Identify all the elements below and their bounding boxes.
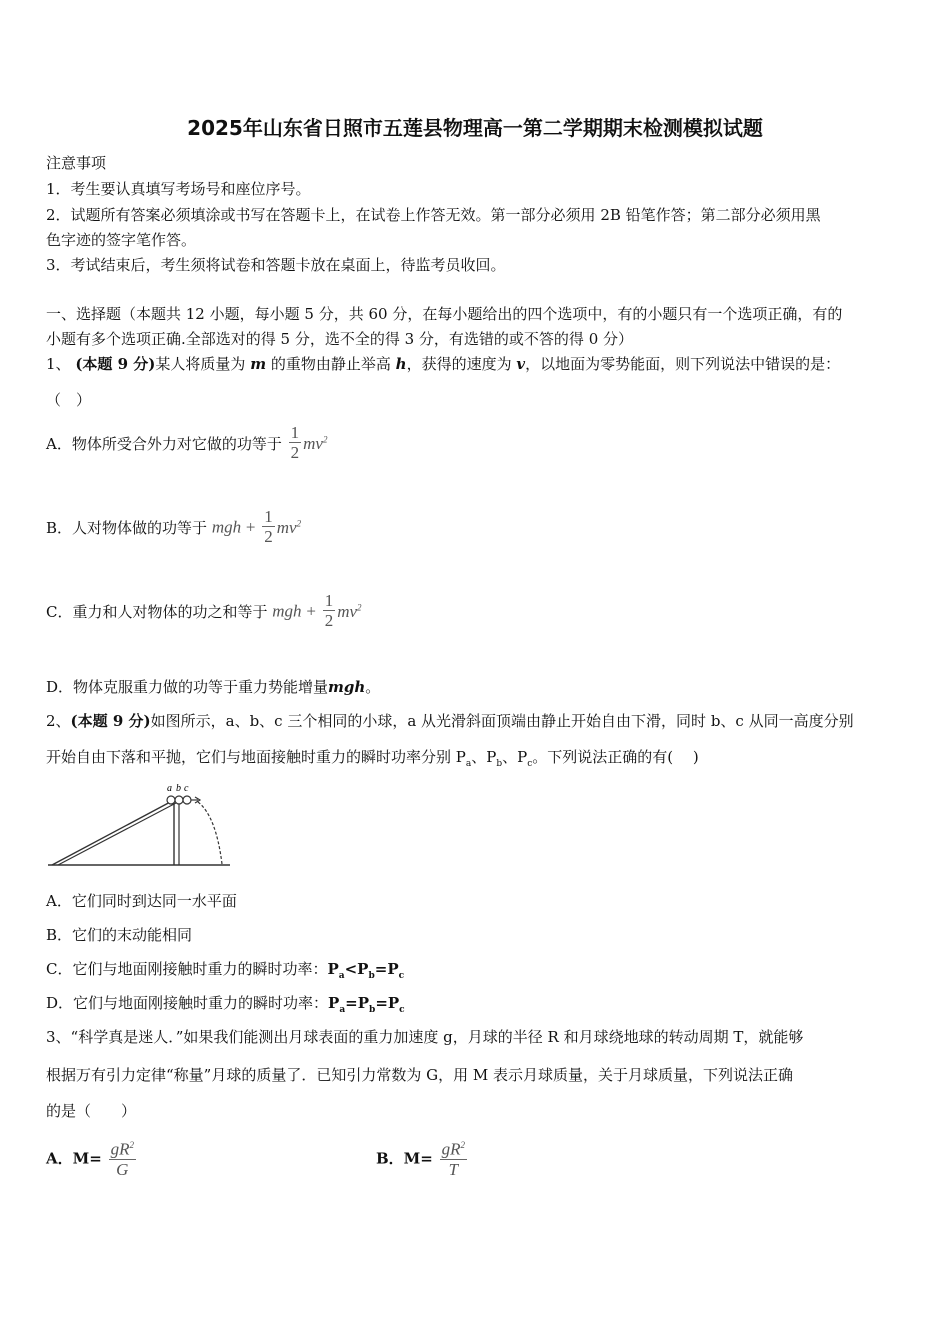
q1-option-d-var: mgh <box>328 678 366 696</box>
square-exponent: 2 <box>129 1140 134 1150</box>
q1-paren: （ ） <box>46 391 92 409</box>
incline-base <box>58 803 176 865</box>
notice-item-3: 3．考试结束后，考生须将试卷和答题卡放在桌面上，待监考员收回。 <box>46 256 506 274</box>
q2-option-d-expr <box>328 994 405 1015</box>
q1-option-b-plus: + <box>245 517 256 537</box>
q2-option-c-expr <box>327 960 405 981</box>
square-exponent: 2 <box>322 433 328 444</box>
fraction-numerator: 1 <box>264 507 273 526</box>
square-exponent: 2 <box>296 517 302 528</box>
square-exponent: 2 <box>357 601 362 612</box>
fraction-numerator: 1 <box>324 591 334 610</box>
expr-sub: b <box>368 971 375 981</box>
q2-stem2-end: 。下列说法正确的有( ) <box>532 748 699 766</box>
q1-option-c <box>46 592 362 631</box>
q1-var-m: m <box>250 355 267 373</box>
expr-sub: b <box>369 1005 376 1015</box>
q1-option-a-mv <box>303 434 327 453</box>
q1-tag: (本题 9 分) <box>75 355 156 373</box>
q2-option-b: B．它们的末动能相同 <box>46 926 193 944</box>
q1-stem-d: ，以地面为零势能面，则下列说法中错误的是： <box>525 355 841 373</box>
q1-option-c-fraction <box>323 592 336 631</box>
q2-sep2: 、P <box>502 748 528 766</box>
q3-stem1: “科学真是迷人．”如果我们能测出月球表面的重力加速度 g，月球的半径 R 和月球绕地球的转动周期 T，就能够 <box>70 1028 804 1046</box>
expr-part: P <box>328 994 340 1012</box>
q1-option-b-mgh: mgh <box>211 517 242 537</box>
q2-stem-line1 <box>46 710 854 731</box>
notice-item-2-cont: 色字迹的签字笔作答。 <box>46 231 197 249</box>
section-instructions-line1: 一、选择题（本题共 12 小题，每小题 5 分，共 60 分，在每小题给出的四个选项中，有的小题只有一个选项正确，有的 <box>46 305 843 323</box>
expr-part: =P <box>345 994 370 1012</box>
q1-stem-c: ，获得的速度为 <box>406 355 512 373</box>
q1-option-c-plus: + <box>306 601 316 621</box>
section-instructions-line2: 小题有多个选项正确.全部选对的得 5 分，选不全的得 3 分，有选错的或不答的得 0 分） <box>46 330 634 348</box>
fraction-numerator <box>109 1136 136 1160</box>
q1-option-a-text: A．物体所受合外力对它做的功等于 <box>46 435 282 453</box>
q1-var-v: v <box>516 355 526 373</box>
q3-option-b-fraction <box>440 1136 467 1180</box>
notice-item-1: 1．考生要认真填写考场号和座位序号。 <box>46 180 311 198</box>
q3-number: 3、 <box>46 1028 71 1046</box>
q1-option-d <box>46 676 380 697</box>
expr-sub: a <box>339 1005 346 1015</box>
q3-option-a-fraction <box>109 1136 136 1180</box>
q2-figure-incline <box>46 776 236 871</box>
fraction-numerator <box>440 1136 467 1160</box>
q1-stem <box>46 353 840 374</box>
ball-c <box>183 796 191 804</box>
mv-term: mv <box>276 517 297 537</box>
q3-stem-line1 <box>46 1026 803 1047</box>
expr-sub: c <box>399 1005 405 1015</box>
q1-stem-a: 某人将质量为 <box>155 355 246 373</box>
q2-sub-c: c <box>527 759 533 769</box>
q2-option-c <box>46 958 404 981</box>
notice-item-2: 2．试题所有答案必须填涂或书写在答题卡上，在试卷上作答无效。第一部分必须用 2B 铅笔作答；第二部分必须用黑 <box>46 206 821 224</box>
q2-sep1: 、P <box>471 748 497 766</box>
q2-sub-b: b <box>496 759 503 769</box>
expr-sub: c <box>398 971 405 981</box>
q2-option-d <box>46 992 405 1015</box>
ball-a <box>167 796 175 804</box>
expr-part: =P <box>375 994 400 1012</box>
fraction-denominator: 2 <box>290 443 300 462</box>
q2-sub-a: a <box>465 759 472 769</box>
expr-part: =P <box>374 960 399 978</box>
q2-option-d-text: D．它们与地面刚接触时重力的瞬时功率： <box>46 994 329 1012</box>
q1-option-b-mv <box>277 518 301 537</box>
fraction-numerator: 1 <box>290 423 300 442</box>
projectile-path <box>198 802 222 864</box>
q1-option-c-mv <box>337 602 361 621</box>
q1-option-b-text: B．人对物体做的功等于 <box>46 519 208 537</box>
expr-part: P <box>327 960 339 978</box>
q2-stem1: 如图所示，a、b、c 三个相同的小球，a 从光滑斜面顶端由静止开始自由下滑，同时 b、c 从同一高度分别 <box>150 712 854 730</box>
q3-stem-line3: 的是（ ） <box>46 1102 137 1120</box>
label-c: c <box>184 783 189 794</box>
q3-option-b-label: B．M= <box>376 1149 433 1168</box>
q1-option-a-fraction <box>289 424 302 463</box>
q1-option-b-fraction <box>262 508 275 547</box>
page-title: 2025年山东省日照市五莲县物理高一第二学期期末检测模拟试题 <box>187 116 763 140</box>
mv-term: mv <box>303 433 323 453</box>
q3-option-b <box>376 1136 469 1180</box>
fraction-denominator: 2 <box>264 527 273 546</box>
q1-number: 1、 <box>46 355 71 373</box>
q2-stem2-start: 开始自由下落和平抛，它们与地面接触时重力的瞬时功率分别 P <box>46 748 466 766</box>
q3-stem-line2: 根据万有引力定律“称量”月球的质量了．已知引力常数为 G，用 M 表示月球质量，关于月球质量，下列说法正确 <box>46 1066 793 1084</box>
q2-tag: (本题 9 分) <box>70 712 151 730</box>
label-b: b <box>176 783 181 794</box>
q1-var-h: h <box>395 355 407 373</box>
mv-term: mv <box>337 601 358 621</box>
q1-option-b <box>46 508 301 547</box>
q1-option-c-mgh: mgh <box>272 601 302 621</box>
notice-heading: 注意事项 <box>46 154 107 172</box>
fraction-denominator: G <box>116 1159 129 1179</box>
q1-option-c-text: C．重力和人对物体的功之和等于 <box>46 603 268 621</box>
q3-option-a-label: A．M= <box>46 1149 102 1168</box>
expr-part: <P <box>344 960 369 978</box>
q2-option-a: A．它们同时到达同一水平面 <box>46 892 237 910</box>
q2-stem-line2 <box>46 746 699 769</box>
square-exponent: 2 <box>460 1140 466 1150</box>
q3-option-a <box>46 1136 138 1180</box>
numerator-text: gR <box>110 1139 130 1159</box>
expr-sub: a <box>338 971 345 981</box>
q1-option-d-end: 。 <box>365 678 381 696</box>
q1-option-a <box>46 424 327 463</box>
fraction-denominator: T <box>448 1159 459 1179</box>
ball-b <box>175 796 183 804</box>
q1-option-d-text: D．物体克服重力做的功等于重力势能增量 <box>46 678 329 696</box>
incline-surface <box>52 800 174 865</box>
fraction-denominator: 2 <box>324 611 334 630</box>
numerator-text: gR <box>441 1139 461 1159</box>
q1-stem-b: 的重物由静止举高 <box>270 355 391 373</box>
q2-option-c-text: C．它们与地面刚接触时重力的瞬时功率： <box>46 960 328 978</box>
label-a: a <box>167 783 172 794</box>
q2-number: 2、 <box>46 712 71 730</box>
